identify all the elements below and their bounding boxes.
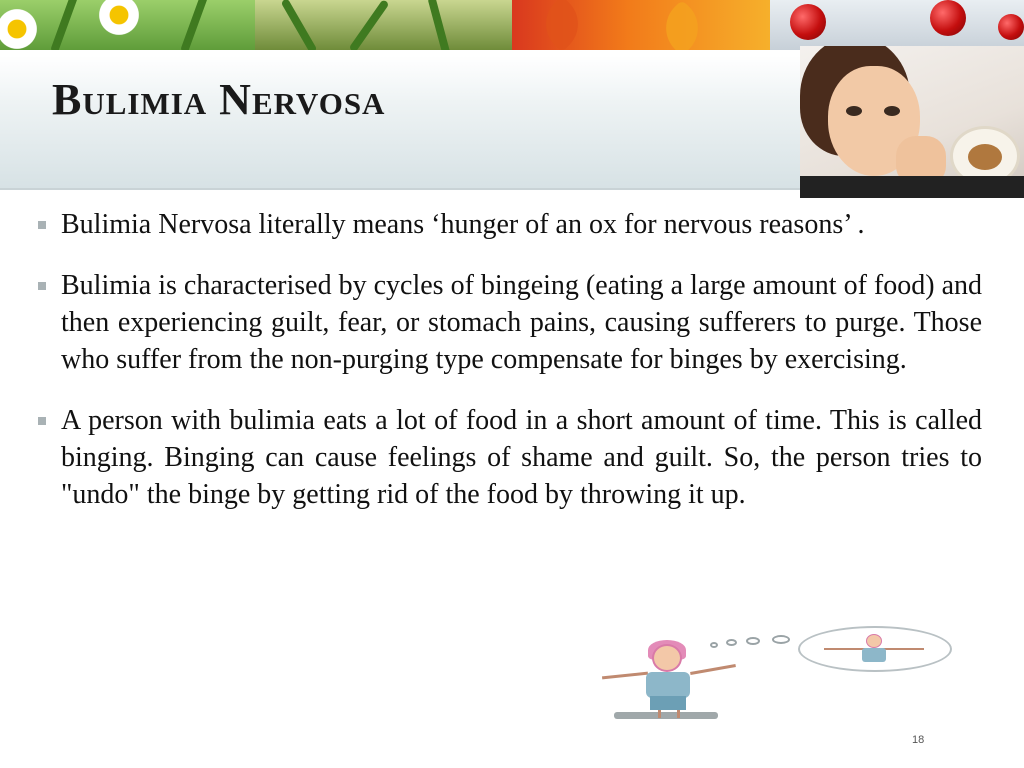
berry-icon <box>998 14 1024 40</box>
girl-head <box>652 644 682 672</box>
bullet-item: A person with bulimia eats a lot of food in a short amount of time. This is called binging. Binging can cause feelings of shame and guilt. So, the person tries to "undo" the binge by getting rid of the food by throwing it up. <box>36 402 982 513</box>
girl-on-scale-cartoon <box>594 626 958 726</box>
banner-spring-flowers <box>0 0 255 50</box>
mini-girl-head <box>866 634 882 648</box>
photo-eye <box>846 106 862 116</box>
mini-girl-body <box>862 648 886 662</box>
banner-autumn-leaves <box>512 0 770 50</box>
girl-legs <box>658 710 680 718</box>
banner-winter-berries <box>770 0 1024 50</box>
stem-icon <box>50 0 78 50</box>
bullet-item: Bulimia Nervosa literally means ‘hunger of an ox for nervous reasons’ . <box>36 206 982 243</box>
maple-leaf-icon <box>654 0 711 50</box>
seasonal-banner <box>0 0 1024 50</box>
daisy-icon <box>96 0 142 38</box>
photo-shirt <box>800 176 1024 198</box>
thought-dot-icon <box>772 635 790 644</box>
thought-dot-icon <box>710 642 718 648</box>
daisy-icon <box>0 6 40 50</box>
berry-icon <box>790 4 826 40</box>
thought-dot-icon <box>746 637 760 645</box>
photo-eye <box>884 106 900 116</box>
bullet-item: Bulimia is characterised by cycles of bingeing (eating a large amount of food) and then experiencing guilt, fear, or stomach pains, causing sufferers to purge. Those who suffer from the non-purging type compensate for binges by exercising. <box>36 267 982 378</box>
stem-icon <box>180 0 208 50</box>
girl-shorts <box>650 696 686 710</box>
page-number: 18 <box>912 734 925 746</box>
palm-leaf-icon <box>281 0 318 50</box>
palm-leaf-icon <box>349 0 390 50</box>
thought-dot-icon <box>726 639 737 646</box>
girl-arm <box>602 672 648 680</box>
woman-eating-photo <box>800 46 1024 198</box>
palm-leaf-icon <box>427 0 450 50</box>
banner-summer-palm <box>255 0 512 50</box>
berry-icon <box>930 0 966 36</box>
slide-title: Bulimia Nervosa <box>52 75 386 124</box>
girl-arm <box>690 664 736 675</box>
photo-cookie <box>968 144 1002 170</box>
bullet-list <box>36 206 982 537</box>
girl-body <box>646 672 690 698</box>
maple-leaf-icon <box>534 0 591 50</box>
